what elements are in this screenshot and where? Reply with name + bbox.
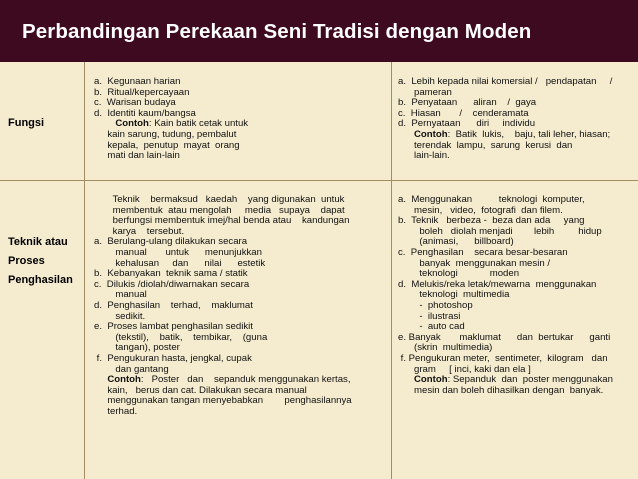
modern-text-line: teknologi moden: [398, 268, 520, 280]
traditional-text-line: tangan), poster: [94, 342, 180, 354]
title-bar: [0, 0, 638, 62]
modern-text-line: - photoshop: [398, 299, 473, 311]
modern-text-line: gram [ inci, kaki dan ela ]: [398, 363, 531, 375]
modern-text-line: terendak lampu, sarung kerusi dan: [398, 139, 573, 151]
modern-text-line: boleh diolah menjadi lebih hidup: [398, 225, 602, 237]
modern-text-line: c. Penghasilan secara besar-besaran: [398, 246, 568, 258]
modern-text-line: d. Pernyataan diri individu: [398, 118, 536, 130]
traditional-text-line: d. Penghasilan terhad, maklumat: [94, 299, 253, 311]
traditional-text-line: Contoh: Poster dan sepanduk menggunakan kertas,: [107, 374, 351, 386]
modern-text-line: a. Lebih kepada nilai komersial / pendapatan /: [398, 76, 613, 87]
example-label: Contoh: [107, 374, 141, 386]
page-title: Perbandingan Perekaan Seni Tradisi dengan Moden: [22, 20, 532, 43]
column-divider: [84, 62, 85, 479]
example-label: Contoh: [115, 118, 149, 130]
row-label-line: Penghasilan: [8, 274, 73, 286]
traditional-text-line: dan gantang: [94, 363, 169, 375]
traditional-text-line: e. Proses lambat penghasilan sedikit: [94, 321, 253, 333]
row-label-line: Proses: [8, 255, 45, 267]
example-label: Contoh: [414, 128, 448, 140]
modern-text-line: banyak menggunakan mesin /: [398, 257, 550, 269]
traditional-text-line: Contoh: Kain batik cetak untuk: [115, 118, 249, 130]
traditional-text-line: a. Kegunaan harian: [94, 76, 181, 87]
modern-text-line: - auto cad: [398, 321, 465, 333]
row-label-line: Teknik atau: [8, 236, 68, 248]
traditional-text-line: c. Warisan budaya: [94, 97, 176, 109]
modern-teknik-cell: [398, 195, 613, 396]
modern-text-line: - ilustrasi: [398, 310, 461, 322]
traditional-text-line: manual untuk menunjukkan: [94, 246, 262, 258]
row-label-fungsi: [8, 114, 44, 133]
traditional-text-line: d. Identiti kaum/bangsa: [94, 107, 196, 119]
modern-text-line: pameran: [398, 86, 452, 98]
modern-text-line: b. Penyataan aliran / gaya: [398, 97, 537, 109]
traditional-text-line: b. Kebanyakan teknik sama / statik: [94, 268, 248, 280]
modern-text-line: d. Melukis/reka letak/mewarna menggunakan: [398, 278, 597, 290]
modern-text-line: b. Teknik berbeza - beza dan ada yang: [398, 215, 585, 227]
example-label: Contoh: [414, 374, 448, 386]
modern-text-line: e. Banyak maklumat dan bertukar ganti: [398, 331, 611, 343]
traditional-text-line: mati dan lain-lain: [94, 150, 180, 162]
traditional-text-line: kain sarung, tudung, pembalut: [94, 128, 237, 140]
column-divider: [391, 62, 392, 479]
modern-text-line: Contoh: Batik lukis, baju, tali leher, hiasan;: [414, 128, 611, 140]
traditional-text-line: c. Dilukis /diolah/diwarnakan secara: [94, 278, 250, 290]
traditional-text-line: f. Pengukuran hasta, jengkal, cupak: [94, 352, 252, 364]
modern-text-line: (animasi, billboard): [398, 236, 514, 248]
row-divider: [0, 180, 638, 181]
modern-text-line: Contoh: Sepanduk dan poster menggunakan: [414, 374, 613, 386]
traditional-text-line: membentuk atau mengolah media supaya dapat: [94, 204, 345, 216]
traditional-text-line: (tekstil), batik, tembikar, (guna: [94, 331, 268, 343]
traditional-text-line: b. Ritual/kepercayaan: [94, 86, 190, 98]
traditional-text-line: terhad.: [94, 405, 138, 417]
traditional-text-line: sedikit.: [94, 310, 146, 322]
traditional-teknik-cell: [94, 195, 352, 417]
modern-text-line: f. Pengukuran meter, sentimeter, kilogram dan: [398, 352, 608, 364]
traditional-text-line: Teknik bermaksud kaedah yang digunakan untuk: [94, 194, 345, 205]
modern-fungsi-cell: [398, 77, 612, 162]
traditional-text-line: a. Berulang-ulang dilakukan secara: [94, 236, 248, 248]
traditional-text-line: menggunakan tangan menyebabkan penghasilannya: [94, 395, 352, 407]
traditional-text-line: karya tersebut.: [94, 225, 185, 237]
traditional-text-line: kepala, penutup mayat orang: [94, 139, 240, 151]
modern-text-line: lain-lain.: [398, 150, 450, 162]
modern-text-line: a. Menggunakan teknologi komputer,: [398, 194, 585, 205]
modern-text-line: teknologi multimedia: [398, 289, 510, 301]
modern-text-line: c. Hiasan / cenderamata: [398, 107, 529, 119]
modern-text-line: mesin dan boleh dihasilkan dengan banyak.: [398, 384, 604, 396]
row-label-teknik: [8, 233, 73, 290]
traditional-text-line: kehalusan dan nilai estetik: [94, 257, 266, 269]
row-label-line: Fungsi: [8, 117, 45, 129]
traditional-fungsi-cell: [94, 77, 248, 162]
modern-text-line: (skrin multimedia): [398, 342, 493, 354]
modern-text-line: mesin, video, fotografi dan filem.: [398, 204, 563, 216]
traditional-text-line: manual: [94, 289, 147, 301]
traditional-text-line: berfungsi membentuk imej/hal benda atau kandungan: [94, 215, 350, 227]
traditional-text-line: kain, berus dan cat. Dilakukan secara manual: [94, 384, 307, 396]
